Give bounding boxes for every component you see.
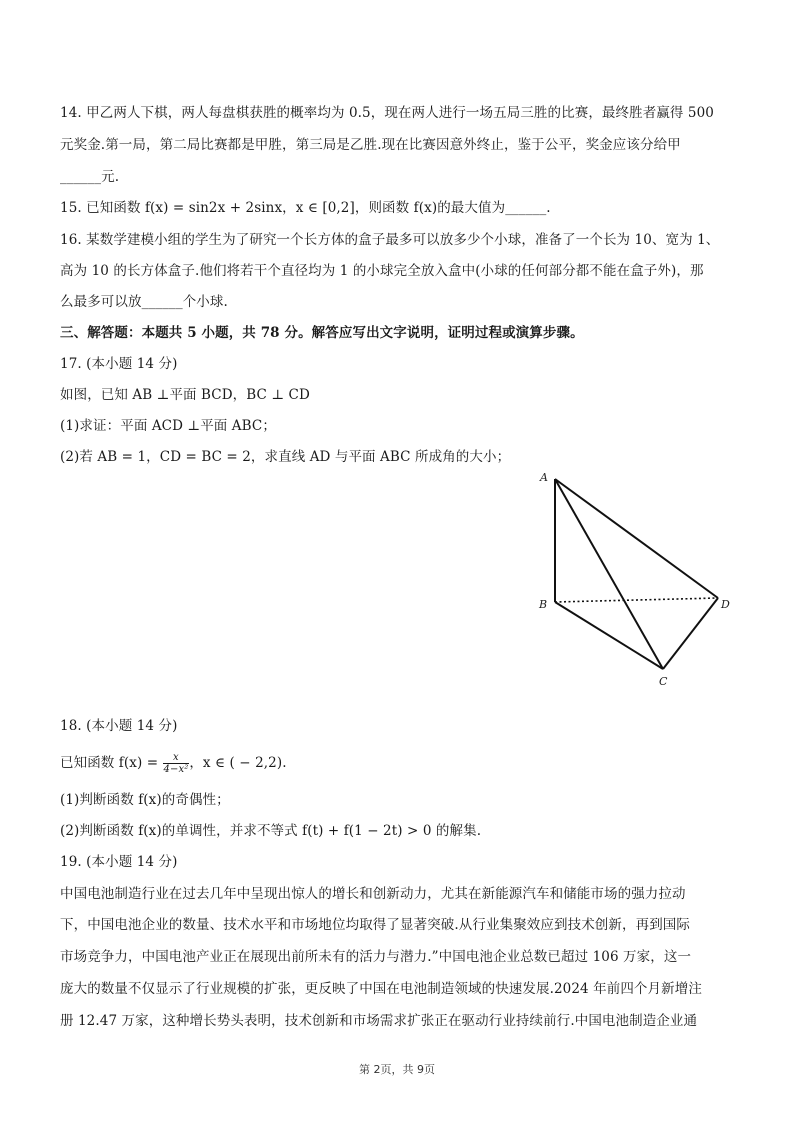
q18-fraction-denominator: 4−x² [163, 764, 189, 775]
edge-bd-hidden [555, 598, 718, 602]
q18-line-1-post: ，x ∈ ( − 2,2). [189, 755, 287, 771]
q19-line-4: 庞大的数量不仅显示了行业规模的扩张，更反映了中国在电池制造领域的快速发展.2024 年前四个月新增注 [60, 981, 702, 997]
q18-line-1-pre: 已知函数 f(x) = [60, 755, 163, 771]
q18-line-3: (2)判断函数 f(x)的单调性，并求不等式 f(t) + f(1 − 2t) > 0 的解集. [60, 823, 482, 839]
q18-line-2: (1)判断函数 f(x)的奇偶性； [60, 792, 230, 808]
q19-line-5: 册 12.47 万家，这种增长势头表明，技术创新和市场需求扩张正在驱动行业持续前行.中国电池制造企业通 [60, 1013, 698, 1029]
vertex-label-c: C [659, 675, 668, 688]
q17-line-1: 如图，已知 AB ⊥平面 BCD，BC ⊥ CD [60, 387, 310, 403]
q18-fraction-numerator: x [163, 752, 190, 764]
q19-line-1: 中国电池制造行业在过去几年中呈现出惊人的增长和创新动力，尤其在新能源汽车和储能市场的强力拉动 [60, 886, 686, 902]
page-footer: 第 2页，共 9页 [359, 1063, 435, 1076]
q19-line-2: 下，中国电池企业的数量、技术水平和市场地位均取得了显著突破.从行业集聚效应到技术创新，再到国际 [60, 917, 690, 933]
tetrahedron-figure [530, 465, 740, 690]
q19-line-3: 市场竞争力，中国电池产业正在展现出前所未有的活力与潜力.”中国电池企业总数已超过 106 万家，这一 [60, 949, 692, 965]
q17-line-2: (1)求证：平面 ACD ⊥平面 ABC； [60, 418, 276, 434]
edge-cd [663, 598, 718, 669]
q14-line-1: 14. 甲乙两人下棋，两人每盘棋获胜的概率均为 0.5，现在两人进行一场五局三胜的比赛，最终胜者赢得 500 [60, 105, 714, 121]
q15-line-1: 15. 已知函数 f(x) = sin2x + 2sinx，x ∈ [0,2]，则函数 f(x)的最大值为______. [60, 200, 551, 216]
q16-line-3: 么最多可以放______个小球. [60, 294, 228, 310]
vertex-label-d: D [721, 598, 730, 611]
edge-ac [555, 479, 663, 669]
vertex-label-a: A [540, 471, 548, 484]
q19-header: 19. (本小题 14 分) [60, 854, 178, 870]
vertex-label-b: B [539, 598, 548, 611]
q16-line-2: 高为 10 的长方体盒子.他们将若干个直径均为 1 的小球完全放入盒中(小球的任何部分都不能在盒子外)，那 [60, 263, 704, 279]
q17-header: 17. (本小题 14 分) [60, 356, 178, 372]
q14-line-3: ______元. [60, 169, 120, 185]
section-3-title: 三、解答题：本题共 5 小题，共 78 分。解答应写出文字说明，证明过程或演算步骤。 [60, 325, 584, 341]
q14-line-2: 元奖金.第一局，第二局比赛都是甲胜，第三局是乙胜.现在比赛因意外终止，鉴于公平，奖金应该分给甲 [60, 137, 681, 153]
q16-line-1: 16. 某数学建模小组的学生为了研究一个长方体的盒子最多可以放多少个小球，准备了一个长为 10、宽为 1、 [60, 232, 720, 248]
q18-header: 18. (本小题 14 分) [60, 718, 178, 734]
q18-fraction [163, 752, 190, 775]
q17-line-3: (2)若 AB = 1，CD = BC = 2，求直线 AD 与平面 ABC 所成角的大小； [60, 449, 511, 465]
edge-ad [555, 479, 718, 598]
edge-bc [555, 602, 663, 669]
q18-line-1 [60, 752, 736, 775]
